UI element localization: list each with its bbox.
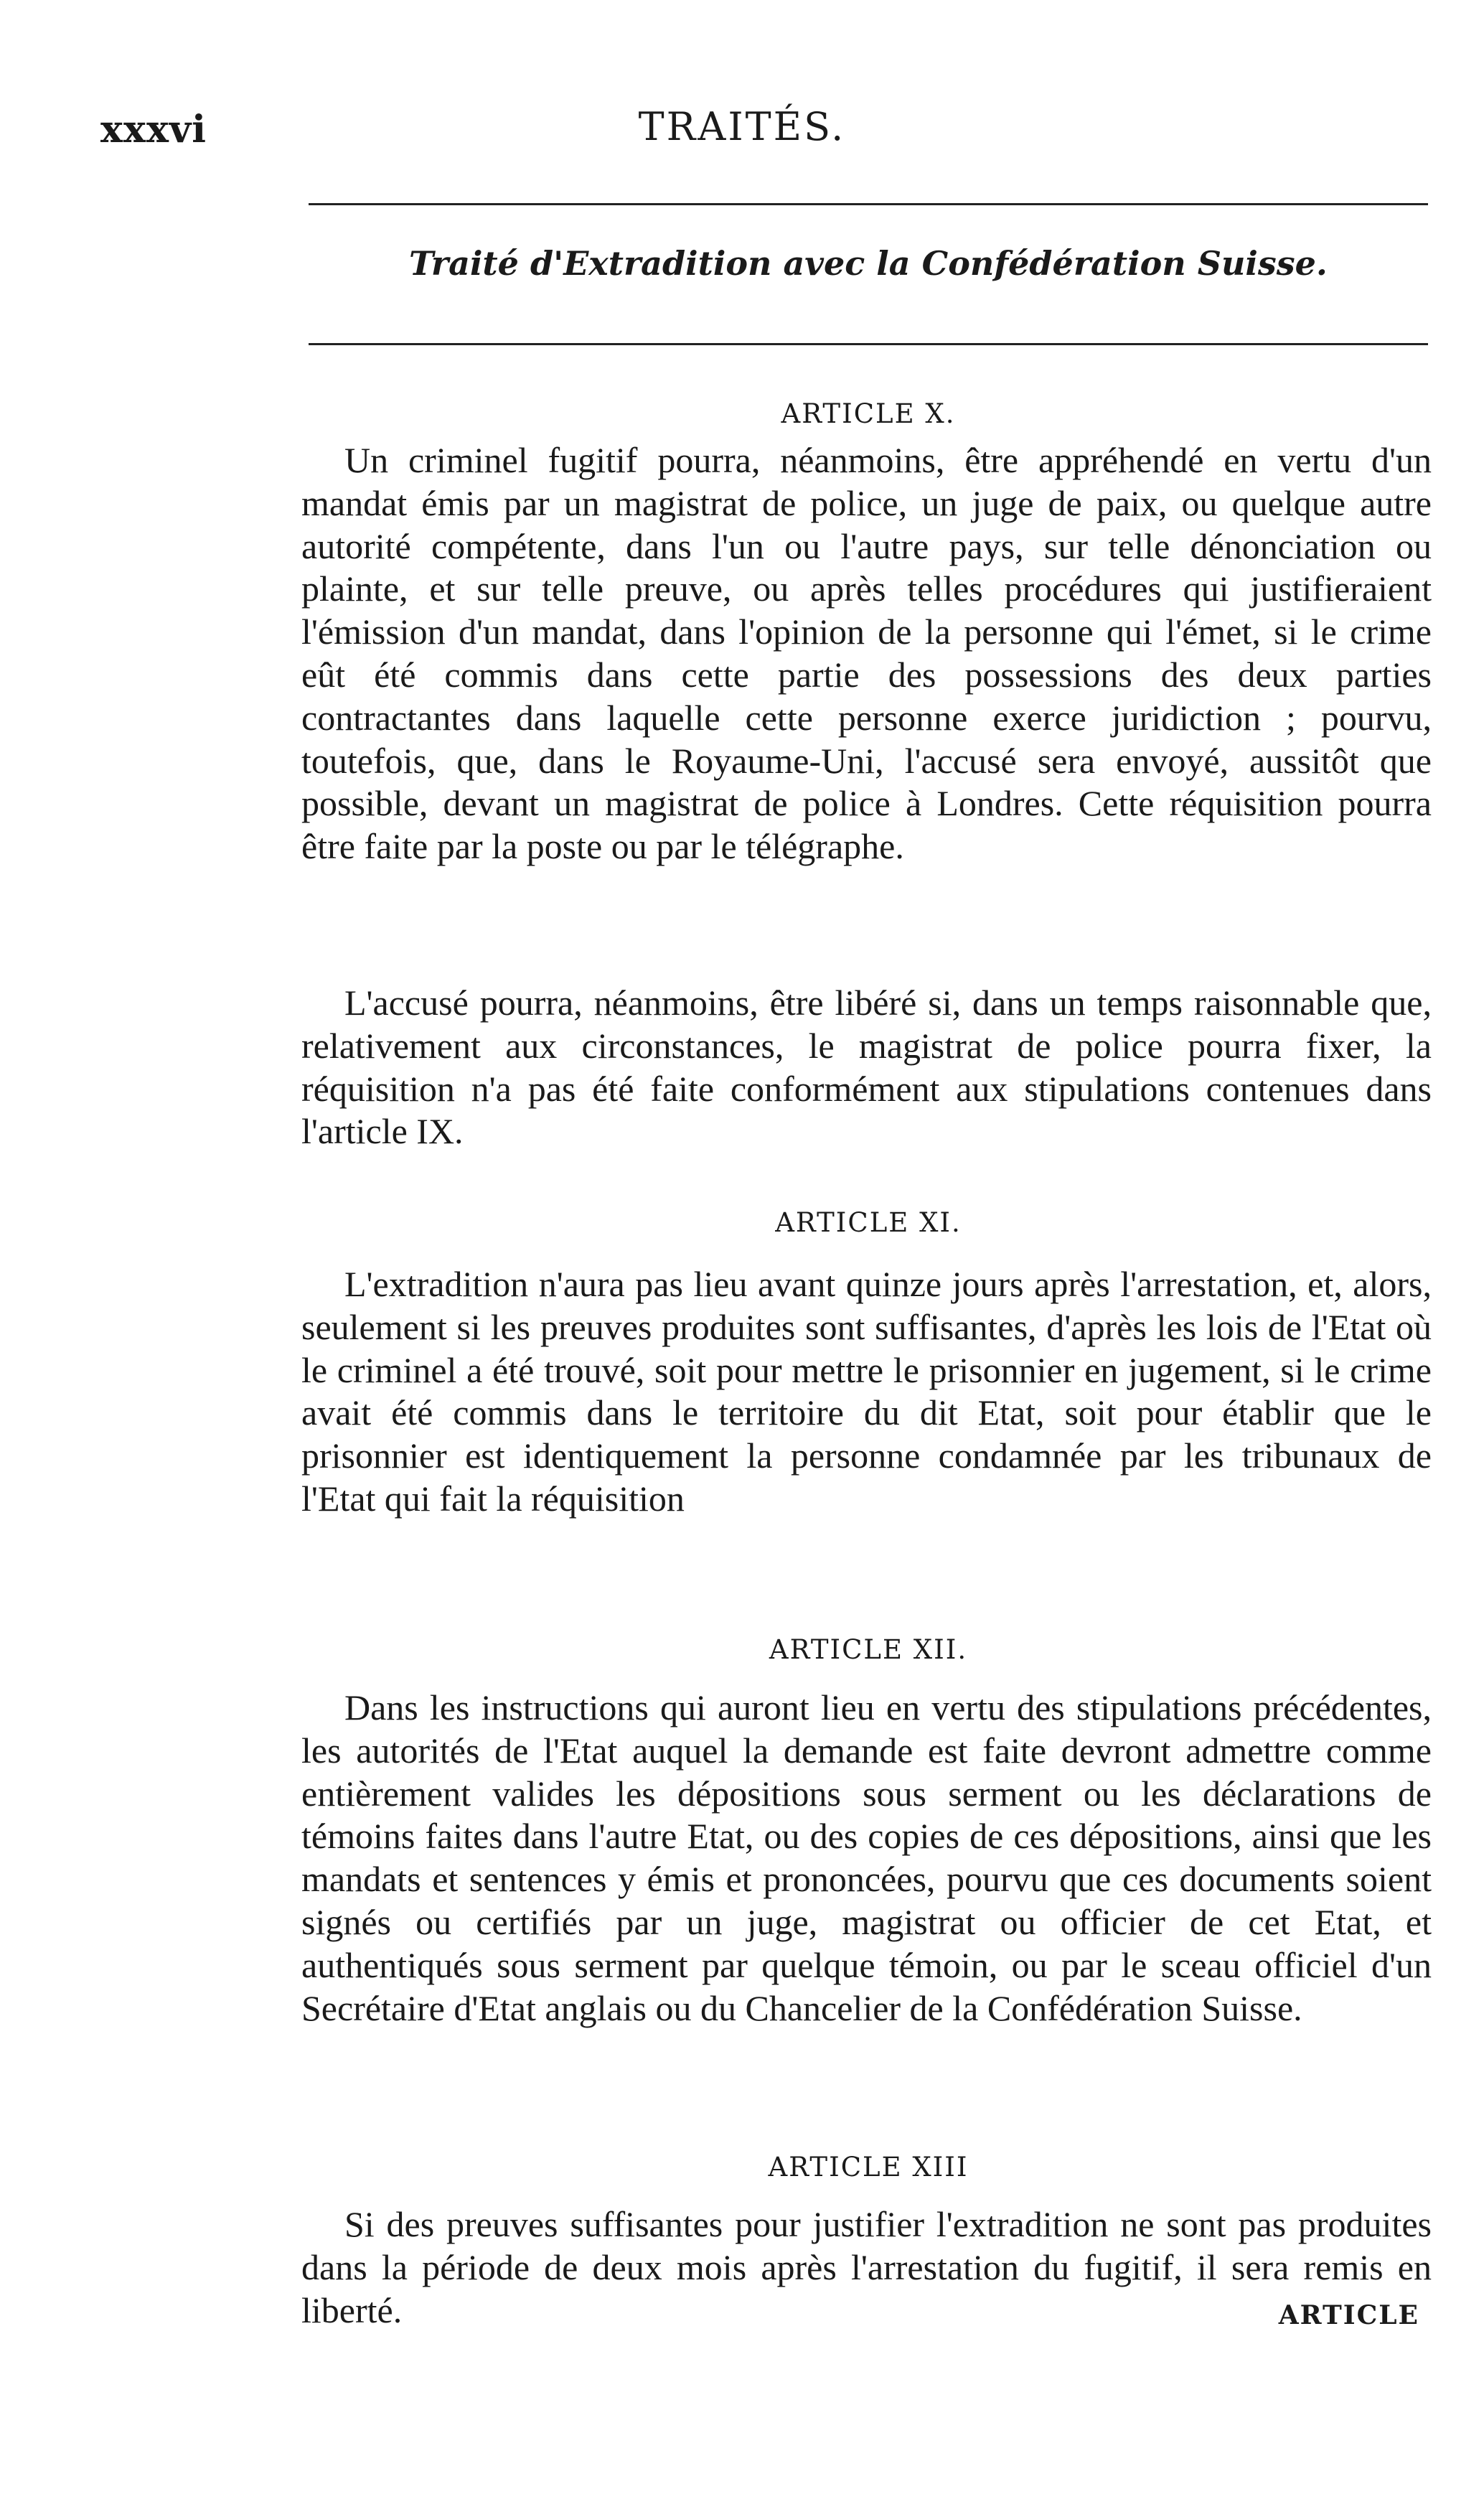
running-title: TRAITÉS. (638, 104, 846, 149)
article-x-heading: ARTICLE X. (781, 398, 956, 429)
catchword: ARTICLE (1278, 2300, 1419, 2330)
article-xi-paragraph-1: L'extradition n'aura pas lieu avant quinze jours après l'arrestation, et, alors, seulement si les preuves produites sont suffisantes, d'après les lois de l'Etat où le criminel a été trouvé, soit pour mettre le prisonnier en jugement, si le crime avait été commis dans le territoire du dit Etat, soit pour établir que le prisonnier est identiquement la personne condamnée par les tribunaux de l'Etat qui fait la réquisition (301, 1264, 1432, 1519)
treaty-title: Traité d'Extradition avec la Confédération Suisse. (409, 244, 1328, 283)
title-rule (309, 343, 1428, 345)
article-xi-heading: ARTICLE XI. (775, 1207, 962, 1238)
article-x-paragraph-1: Un criminel fugitif pourra, néanmoins, être appréhendé en vertu d'un mandat émis par un magistrat de police, un juge de paix, ou quelque autre autorité compétente, dans l'un ou l'autre pays, sur telle dénonciation ou plainte, et sur telle preuve, ou après telles procédures qui justifieraient l'émission d'un mandat, dans l'opinion de la personne qui l'émet, si le crime eût été commis dans cette partie des possessions des deux parties contractantes dans laquelle cette personne exerce juridiction ; pourvu, toutefois, que, dans le Royaume-Uni, l'accusé sera envoyé, aussitôt que possible, devant un magistrat de police à Londres. Cette réquisition pourra être faite par la poste ou par le télégraphe. (301, 440, 1432, 867)
article-xiii-paragraph-1: Si des preuves suffisantes pour justifier l'extradition ne sont pas produites dans la période de deux mois après l'arrestation du fugitif, il sera remis en liberté. (301, 2204, 1432, 2330)
article-xii-paragraph-1: Dans les instructions qui auront lieu en vertu des stipulations précédentes, les autorités de l'Etat auquel la demande est faite devront admettre comme entièrement valides les dépositions sous serment ou les déclarations de témoins faites dans l'autre Etat, ou des copies de ces dépositions, ainsi que les mandats et sentences y émis et prononcées, pourvu que ces documents soient signés ou certifiés par un juge, magistrat ou officier de cet Etat, et authentiqués sous serment par quelque témoin, ou par le sceau officiel d'un Secrétaire d'Etat anglais ou du Chancelier de la Confédération Suisse. (301, 1687, 1432, 2028)
article-xiii-heading: ARTICLE XIII (768, 2152, 969, 2183)
top-rule (309, 203, 1428, 205)
article-x-paragraph-2: L'accusé pourra, néanmoins, être libéré si, dans un temps raisonnable que, relativement aux circonstances, le magistrat de police pourra fixer, la réquisition n'a pas été faite conformément aux stipulations contenues dans l'article IX. (301, 983, 1432, 1152)
page-number: xxxvi (100, 108, 207, 151)
article-xii-heading: ARTICLE XII. (769, 1634, 968, 1665)
